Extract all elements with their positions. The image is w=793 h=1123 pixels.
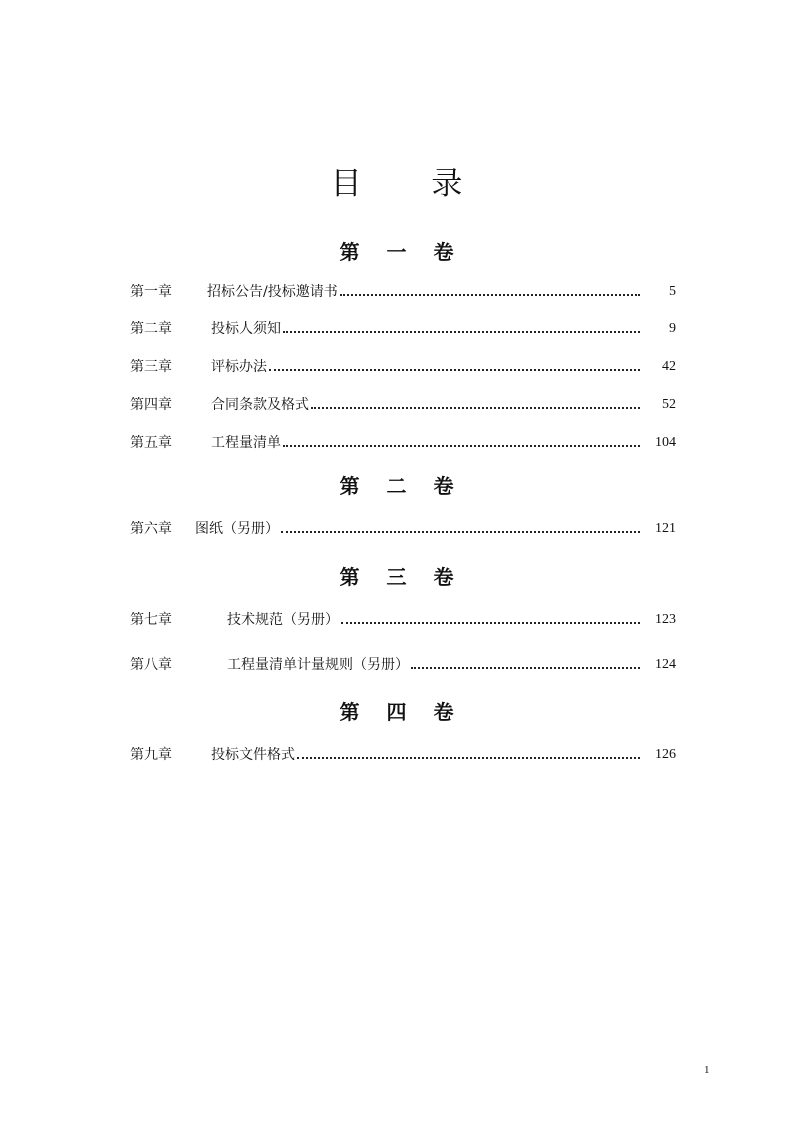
dot-leader bbox=[269, 368, 640, 371]
chapter-title: 图纸（另册） bbox=[195, 521, 279, 537]
chapter-title: 投标人须知 bbox=[211, 321, 281, 337]
chapter-label: 第三章 bbox=[130, 359, 172, 375]
dot-leader bbox=[411, 666, 640, 669]
chapter-label: 第六章 bbox=[130, 521, 172, 537]
page-ref: 121 bbox=[655, 521, 676, 536]
chapter-label: 第七章 bbox=[130, 612, 172, 628]
toc-entry-chapter-8[interactable] bbox=[130, 655, 676, 675]
volume-heading-3: 第 三 卷 bbox=[339, 565, 464, 589]
dot-leader bbox=[283, 444, 640, 447]
toc-entry-chapter-1[interactable] bbox=[130, 282, 676, 302]
chapter-label: 第二章 bbox=[130, 321, 172, 337]
chapter-title: 工程量清单计量规则（另册） bbox=[227, 657, 409, 673]
volume-heading-1: 第 一 卷 bbox=[339, 240, 464, 264]
page-ref: 124 bbox=[655, 657, 676, 672]
page-ref: 9 bbox=[669, 321, 676, 336]
chapter-label: 第四章 bbox=[130, 397, 172, 413]
volume-heading-2: 第 二 卷 bbox=[339, 474, 464, 498]
page-title: 目 录 bbox=[330, 166, 493, 202]
chapter-title: 合同条款及格式 bbox=[211, 397, 309, 413]
chapter-title: 评标办法 bbox=[211, 359, 267, 375]
dot-leader bbox=[281, 530, 640, 533]
chapter-label: 第八章 bbox=[130, 657, 172, 673]
page-ref: 126 bbox=[655, 747, 676, 762]
volume-heading-4: 第 四 卷 bbox=[339, 700, 464, 724]
page-ref: 123 bbox=[655, 612, 676, 627]
dot-leader bbox=[311, 406, 640, 409]
page-ref: 104 bbox=[655, 435, 676, 450]
toc-entry-chapter-3[interactable] bbox=[130, 357, 676, 377]
toc-entry-chapter-6[interactable] bbox=[130, 519, 676, 539]
toc-entry-chapter-4[interactable] bbox=[130, 395, 676, 415]
page-ref: 52 bbox=[662, 397, 676, 412]
toc-entry-chapter-9[interactable] bbox=[130, 745, 676, 765]
toc-entry-chapter-7[interactable] bbox=[130, 610, 676, 630]
dot-leader bbox=[297, 756, 640, 759]
chapter-label: 第九章 bbox=[130, 747, 172, 763]
dot-leader bbox=[340, 293, 640, 296]
page-ref: 5 bbox=[669, 284, 676, 299]
page-number: 1 bbox=[704, 1064, 710, 1076]
dot-leader bbox=[283, 330, 640, 333]
toc-entry-chapter-5[interactable] bbox=[130, 433, 676, 453]
chapter-label: 第一章 bbox=[130, 284, 172, 300]
chapter-title: 工程量清单 bbox=[211, 435, 281, 451]
chapter-title: 招标公告/投标邀请书 bbox=[207, 284, 338, 300]
chapter-label: 第五章 bbox=[130, 435, 172, 451]
chapter-title: 投标文件格式 bbox=[211, 747, 295, 763]
page-ref: 42 bbox=[662, 359, 676, 374]
toc-entry-chapter-2[interactable] bbox=[130, 319, 676, 339]
chapter-title: 技术规范（另册） bbox=[227, 612, 339, 628]
dot-leader bbox=[341, 621, 640, 624]
